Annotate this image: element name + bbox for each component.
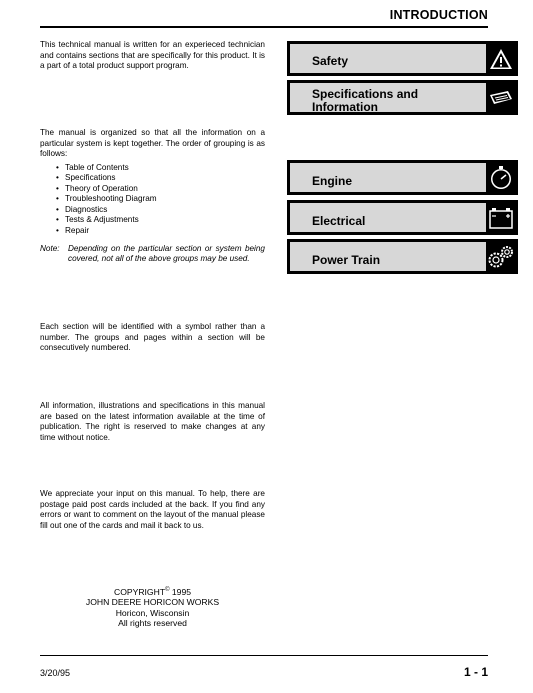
list-item: • Table of Contents [56, 163, 265, 174]
section-tab-specifications[interactable] [287, 80, 518, 115]
section-symbols-paragraph: Each section will be identified with a symbol rather than a number. The groups and pages within a section will be consecutively numbered. [40, 322, 265, 352]
information-block [40, 401, 265, 443]
intro-paragraph-1-block [40, 40, 265, 72]
intro-paragraph-1: This technical manual is written for an experieced technician and contains sections that are specifically for this product. It is a part of a total product support program. [40, 40, 265, 70]
section-tab-engine[interactable] [287, 160, 518, 195]
list-item: • Repair [56, 226, 265, 237]
warning-triangle-icon [487, 44, 515, 73]
copyright-notice [40, 585, 265, 629]
copyright-rights: All rights reserved [118, 618, 187, 629]
page-number: 1 - 1 [463, 665, 488, 679]
list-item: • Diagnostics [56, 205, 265, 216]
list-item: • Tests & Adjustments [56, 215, 265, 226]
organization-block [40, 128, 265, 265]
section-tab-electrical[interactable] [287, 200, 518, 235]
section-label-power-train: Power Train [312, 253, 381, 267]
organization-paragraph: The manual is organized so that all the information on a particular system is kept together. The order of grouping is as follows: [40, 128, 265, 158]
note [40, 244, 265, 265]
section-label-specifications: Specifications and Information [312, 87, 419, 114]
information-paragraph: All information, illustrations and specifications in this manual are based on the latest information available at the time of publication. The right is reserved to make changes at any time without notice. [40, 401, 265, 442]
engine-stopwatch-icon [487, 163, 515, 192]
note-label: Note: [40, 243, 60, 253]
copyright-year: 1995 [169, 586, 192, 597]
section-symbols-block [40, 322, 265, 354]
feedback-block [40, 489, 265, 531]
list-item: • Specifications [56, 173, 265, 184]
feedback-paragraph: We appreciate your input on this manual. To help, there are postage paid post cards included at the back. If you find any errors or want to comment on the layout of the manual please fill out one of the cards and mail it back to us. [40, 489, 265, 530]
note-text: Depending on the particular section or system being covered, not all of the above groups may be used. [68, 243, 265, 264]
list-item: • Theory of Operation [56, 184, 265, 195]
battery-icon [487, 203, 515, 232]
grouping-list [56, 163, 265, 237]
section-tab-safety[interactable] [287, 41, 518, 76]
manual-book-icon [487, 83, 515, 112]
footer-rule [40, 655, 488, 656]
section-label-electrical: Electrical [312, 214, 366, 228]
copyright-label: COPYRIGHT [113, 586, 166, 597]
footer-date: 3/20/95 [40, 668, 71, 678]
copyright-company: JOHN DEERE HORICON WORKS [85, 597, 220, 608]
header-rule [40, 26, 488, 28]
section-tab-power-train[interactable] [287, 239, 518, 274]
copyright-location: Horicon, Wisconsin [115, 607, 190, 618]
page-header-title: INTRODUCTION [389, 8, 488, 22]
section-label-safety: Safety [312, 54, 349, 68]
list-item: • Troubleshooting Diagram [56, 194, 265, 205]
section-label-engine: Engine [312, 174, 353, 188]
gears-icon [487, 242, 515, 271]
copyright-mark: © [165, 587, 170, 593]
